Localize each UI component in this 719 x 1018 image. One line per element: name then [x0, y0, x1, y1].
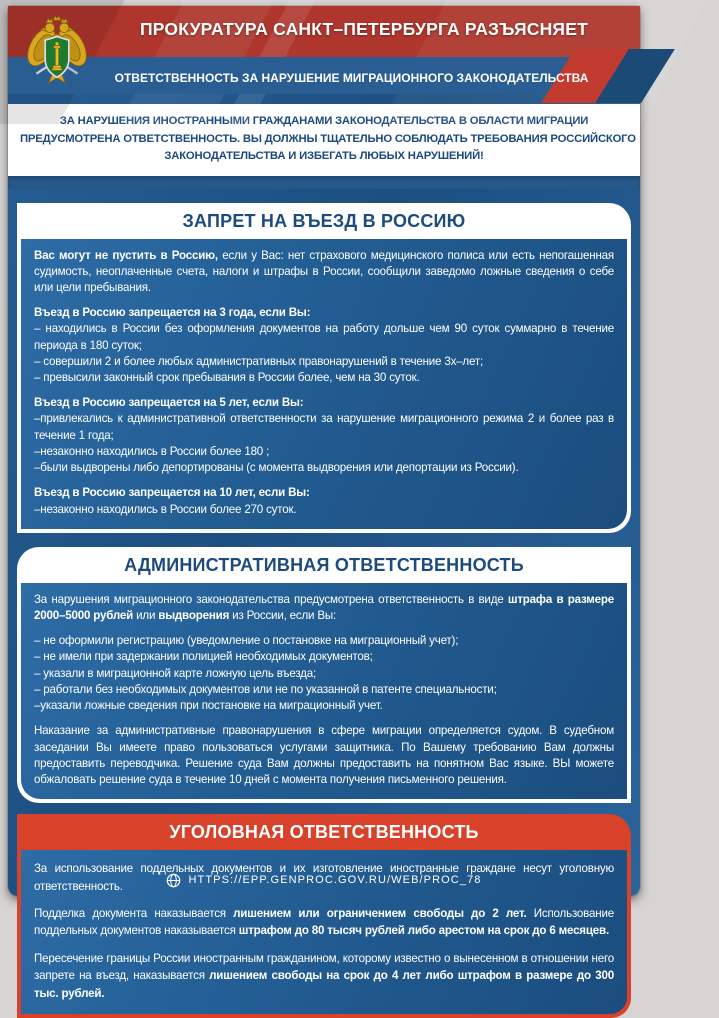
group-heading: Въезд в Россию запрещается на 5 лет, если Вы: — [34, 396, 304, 410]
intro-line: ЗА НАРУШЕНИЯ ИНОСТРАННЫМИ ГРАЖДАНАМИ ЗАКОНОДАТЕЛЬСТВА В ОБЛАСТИ МИГРАЦИИ — [59, 115, 589, 127]
bold-run: штрафом до 80 тысяч рублей либо арестом на срок до 6 месяцев. — [238, 924, 610, 938]
section-title: УГОЛОВНАЯ ОТВЕТСТВЕННОСТЬ — [169, 822, 479, 843]
text-run: За нарушения миграционного законодательства предусмотрена ответственность в виде — [34, 592, 508, 606]
bold-run: лишением свободы на срок до 4 лет либо штрафом в размере до 300 тыс. рублей. — [34, 969, 614, 1000]
text-run: Использование поддельных документов наказывается — [34, 906, 614, 938]
footer — [8, 864, 640, 896]
ban-group-3-years — [34, 305, 614, 386]
section-entry-ban — [17, 203, 631, 533]
intro-line: ЗАКОНОДАТЕЛЬСТВА И ИЗБЕГАТЬ ЛЮБЫХ НАРУШЕНИЙ! — [164, 150, 484, 162]
bullet-item: – превысили законный срок пребывания в России более, чем на 30 суток. — [34, 371, 420, 385]
ban-group-10-years — [34, 485, 614, 517]
bullet-item: –указали ложные сведения при постановке на миграционный учет. — [34, 699, 383, 713]
bullet-item: – работали без необходимых документов или не по указанной в патенте специальности; — [34, 682, 497, 696]
bullet-item: – не имели при задержании полицией необходимых документов; — [34, 650, 373, 664]
bullet-item: – находились в России без оформления документов на работу дольше чем 90 суток суммарно в течение периода в 180 суток; — [34, 322, 614, 352]
bullet-item: –незаконно находились в России более 180 ; — [34, 444, 270, 458]
header — [8, 6, 640, 94]
intro-line: ПРЕДУСМОТРЕНА ОТВЕТСТВЕННОСТЬ. ВЫ ДОЛЖНЫ ТЩАТЕЛЬНО СОБЛЮДАТЬ ТРЕБОВАНИЯ РОССИЙСКОГО — [20, 132, 636, 145]
section-administrative — [17, 547, 631, 803]
group-heading: Въезд в Россию запрещается на 10 лет, если Вы: — [34, 486, 310, 500]
globe-icon — [166, 873, 181, 888]
paragraph — [34, 905, 614, 940]
page-title: ПРОКУРАТУРА САНКТ–ПЕТЕРБУРГА РАЗЪЯСНЯЕТ — [140, 19, 588, 39]
group-heading: Въезд в Россию запрещается на 3 года, если Вы: — [34, 306, 311, 320]
paragraph: За использование поддельных документов и их изготовление иностранные граждане несут уголовную ответственность. — [34, 862, 614, 893]
text-run: Подделка документа наказывается — [34, 906, 234, 920]
bullet-item: –были выдворены либо депортированы (с момента выдворения или депортации из России). — [34, 461, 519, 475]
admin-violations-list — [34, 633, 614, 714]
section-body — [21, 239, 627, 529]
prosecutor-emblem-icon — [29, 15, 85, 87]
section-body — [21, 583, 627, 799]
bullet-item: – совершили 2 и более любых административных правонарушений в течение 3х–лет; — [34, 354, 483, 368]
paragraph — [34, 592, 614, 624]
text-run: Пересечение границы России иностранным гражданином, которому известно о вынесенном в отношении него запрете на въезд, наказывается — [34, 951, 614, 983]
section-title: ЗАПРЕТ НА ВЪЕЗД В РОССИЮ — [182, 210, 466, 231]
text-run: или — [133, 609, 159, 622]
text-run: если у Вас: нет страхового медицинского полиса или есть непогашенная судимость, неоплаченные счета, налоги и штрафы в России, сообщили заведомо ложные сведения о себе или цели пребывания. — [34, 248, 614, 294]
bullet-item: –привлекались к административной ответственности за нарушение миграционного режима 2 и более раз в течение 1 года; — [34, 412, 614, 442]
bullet-item: –незаконно находились в России более 270 суток. — [34, 502, 297, 516]
bullet-item: – не оформили регистрацию (уведомление о постановке на миграционный учет); — [34, 634, 459, 648]
bullet-item: – указали в миграционной карте ложную цель въезда; — [34, 666, 317, 680]
poster — [8, 6, 640, 1000]
bold-run: штрафа в размере 2000–5000 рублей — [34, 592, 614, 622]
section-criminal — [17, 814, 631, 1018]
bold-run: выдворения — [158, 609, 230, 622]
bold-run: лишением или ограничением свободы до 2 лет. — [233, 906, 527, 920]
paragraph — [34, 248, 614, 297]
intro-divider-band — [8, 176, 640, 189]
paragraph — [34, 950, 614, 1002]
section-title: АДМИНИСТРАТИВНАЯ ОТВЕТСТВЕННОСТЬ — [124, 554, 524, 575]
footer-url: HTTPS://EPP.GENPROC.GOV.RU/WEB/PROC_78 — [188, 874, 482, 886]
paragraph: Наказание за административные правонарушения в сфере миграции определяется судом. В судебном заседании Вы имеете право пользоваться услугами защитника. По Вашему требованию Вам должны предоставить переводчика. Решение суда Вам должны предоставить на понятном Вас языке. ВЫ можете обжаловать решение суда в течение 10 дней с момента получения письменного решения. — [34, 724, 614, 786]
page-subtitle: ОТВЕТСТВЕННОСТЬ ЗА НАРУШЕНИЕ МИГРАЦИОННОГО ЗАКОНОДАТЕЛЬСТВА — [114, 71, 589, 85]
text-run: из России, если Вы: — [229, 609, 337, 622]
ban-group-5-years — [34, 395, 614, 476]
bold-run: Вас могут не пустить в Россию, — [34, 248, 218, 262]
